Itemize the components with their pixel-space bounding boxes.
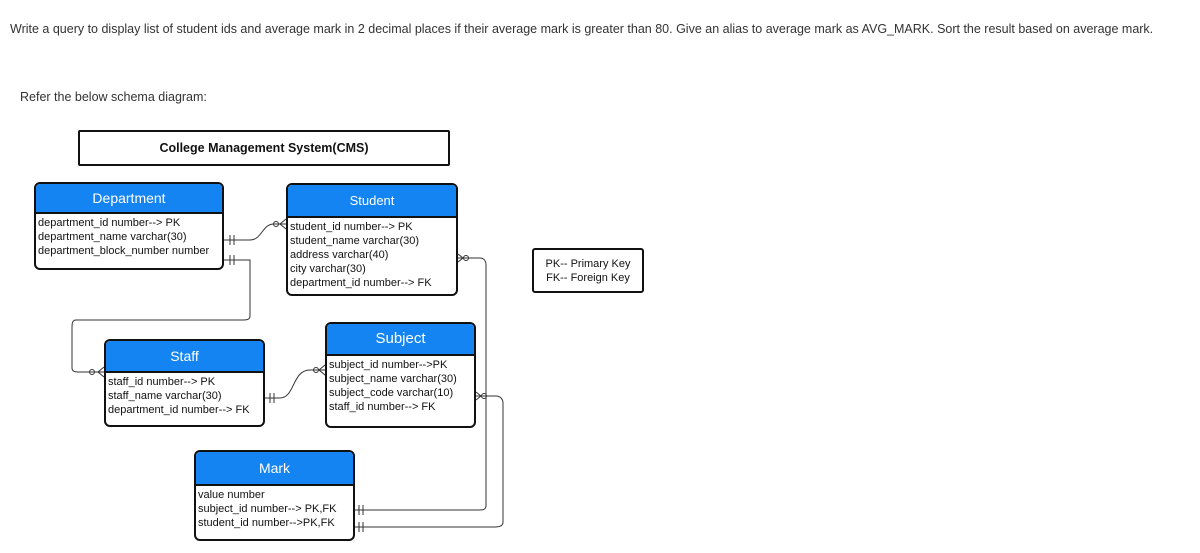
legend-entry: PK-- Primary Key <box>545 257 631 270</box>
entity-attribute: department_block_number number <box>38 245 210 257</box>
entity-attribute: student_name varchar(30) <box>290 235 420 247</box>
entity-attribute: staff_id number--> PK <box>108 376 216 388</box>
entity-attribute: department_id number--> FK <box>108 404 250 416</box>
entity-attribute: subject_id number--> PK,FK <box>198 503 337 515</box>
connector-subject-mark <box>355 396 503 527</box>
student-entity-name: Student <box>288 185 456 218</box>
entity-attribute: department_id number--> PK <box>38 217 181 229</box>
refer-text: Refer the below schema diagram: <box>20 90 207 104</box>
entity-attribute: department_name varchar(30) <box>38 231 187 243</box>
entity-attribute: student_id number--> PK <box>290 221 413 233</box>
entity-attribute: subject_id number-->PK <box>329 359 448 371</box>
connector-student-mark <box>355 258 486 510</box>
mark-entity-name: Mark <box>196 452 353 486</box>
entity-attribute: address varchar(40) <box>290 249 389 261</box>
department-entity-name: Department <box>36 184 222 214</box>
entity-attribute: subject_name varchar(30) <box>329 373 457 385</box>
subject-entity-name: Subject <box>327 324 474 356</box>
entity-attribute: staff_name varchar(30) <box>108 390 222 402</box>
staff-entity-name: Staff <box>106 341 263 373</box>
connector-department-staff <box>72 260 250 372</box>
entity-attribute: subject_code varchar(10) <box>329 387 454 399</box>
diagram-title: College Management System(CMS) <box>78 130 450 166</box>
legend-entry: FK-- Foreign Key <box>546 271 630 284</box>
entity-attribute: city varchar(30) <box>290 263 366 275</box>
entity-attribute: staff_id number--> FK <box>329 401 436 413</box>
question-text: Write a query to display list of student ids and average mark in 2 decimal places if their average mark is greater than 80. Give an alias to average mark as AVG_MARK. Sort the result based on average mark. <box>10 22 1154 36</box>
entity-attribute: value number <box>198 489 265 501</box>
entity-attribute: department_id number--> FK <box>290 277 432 289</box>
entity-attribute: student_id number-->PK,FK <box>198 517 335 529</box>
